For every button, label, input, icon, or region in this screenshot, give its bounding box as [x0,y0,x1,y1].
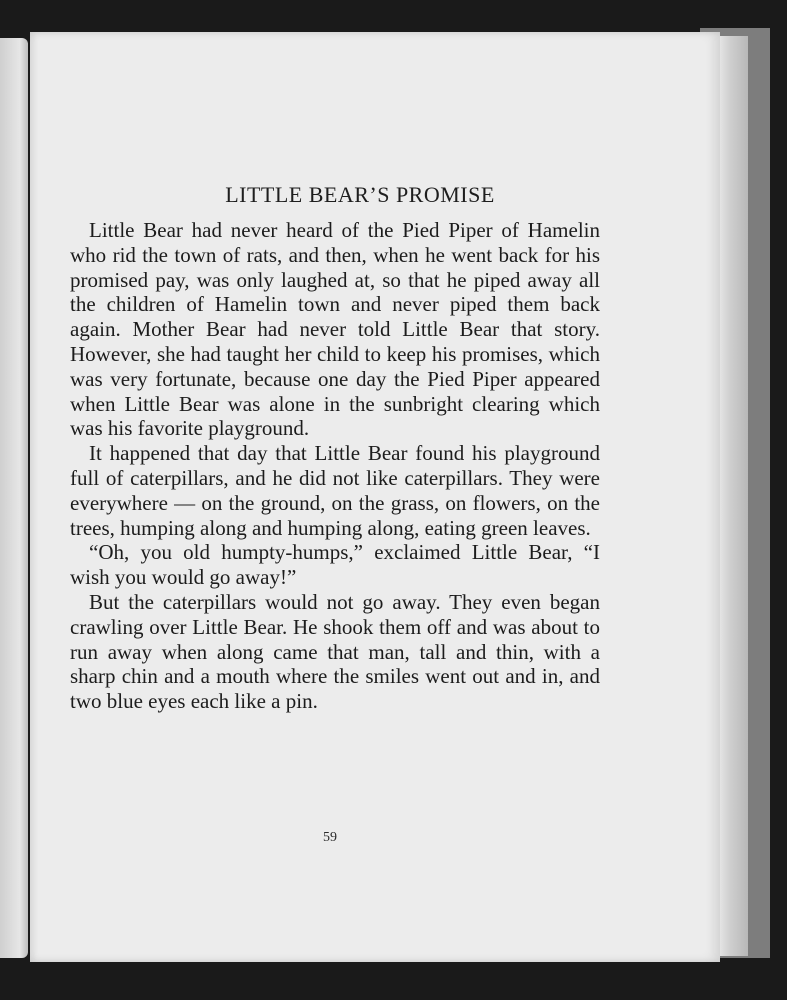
left-page-edge [0,38,28,958]
body-text [70,218,600,714]
paragraph-1: Little Bear had never heard of the Pied Piper of Hamelin who rid the town of rats, and then, when he went back for his promised pay, was only laughed at, so that he piped away all the children of Hamelin town and never piped them back again. Mother Bear had never told Little Bear that story. However, she had taught her child to keep his promises, which was very fortunate, because one day the Pied Piper appeared when Little Bear was alone in the sunbright clearing which was his favorite playground. [70,218,600,441]
paragraph-2: It happened that day that Little Bear found his playground full of caterpillars, and he did not like caterpillars. They were everywhere — on the ground, on the grass, on flowers, on the trees, humping along and humping along, eating green leaves. [70,441,600,540]
paragraph-3: “Oh, you old humpty-humps,” exclaimed Little Bear, “I wish you would go away!” [70,540,600,590]
page-number: 59 [323,830,337,845]
book-page [30,32,720,962]
page-stack-edge [718,36,748,956]
chapter-title: LITTLE BEAR’S PROMISE [225,182,495,207]
paragraph-4: But the caterpillars would not go away. They even began crawling over Little Bear. He shook them off and was about to run away when along came that man, tall and thin, with a sharp chin and a mouth where the smiles went out and in, and two blue eyes each like a pin. [70,589,600,714]
